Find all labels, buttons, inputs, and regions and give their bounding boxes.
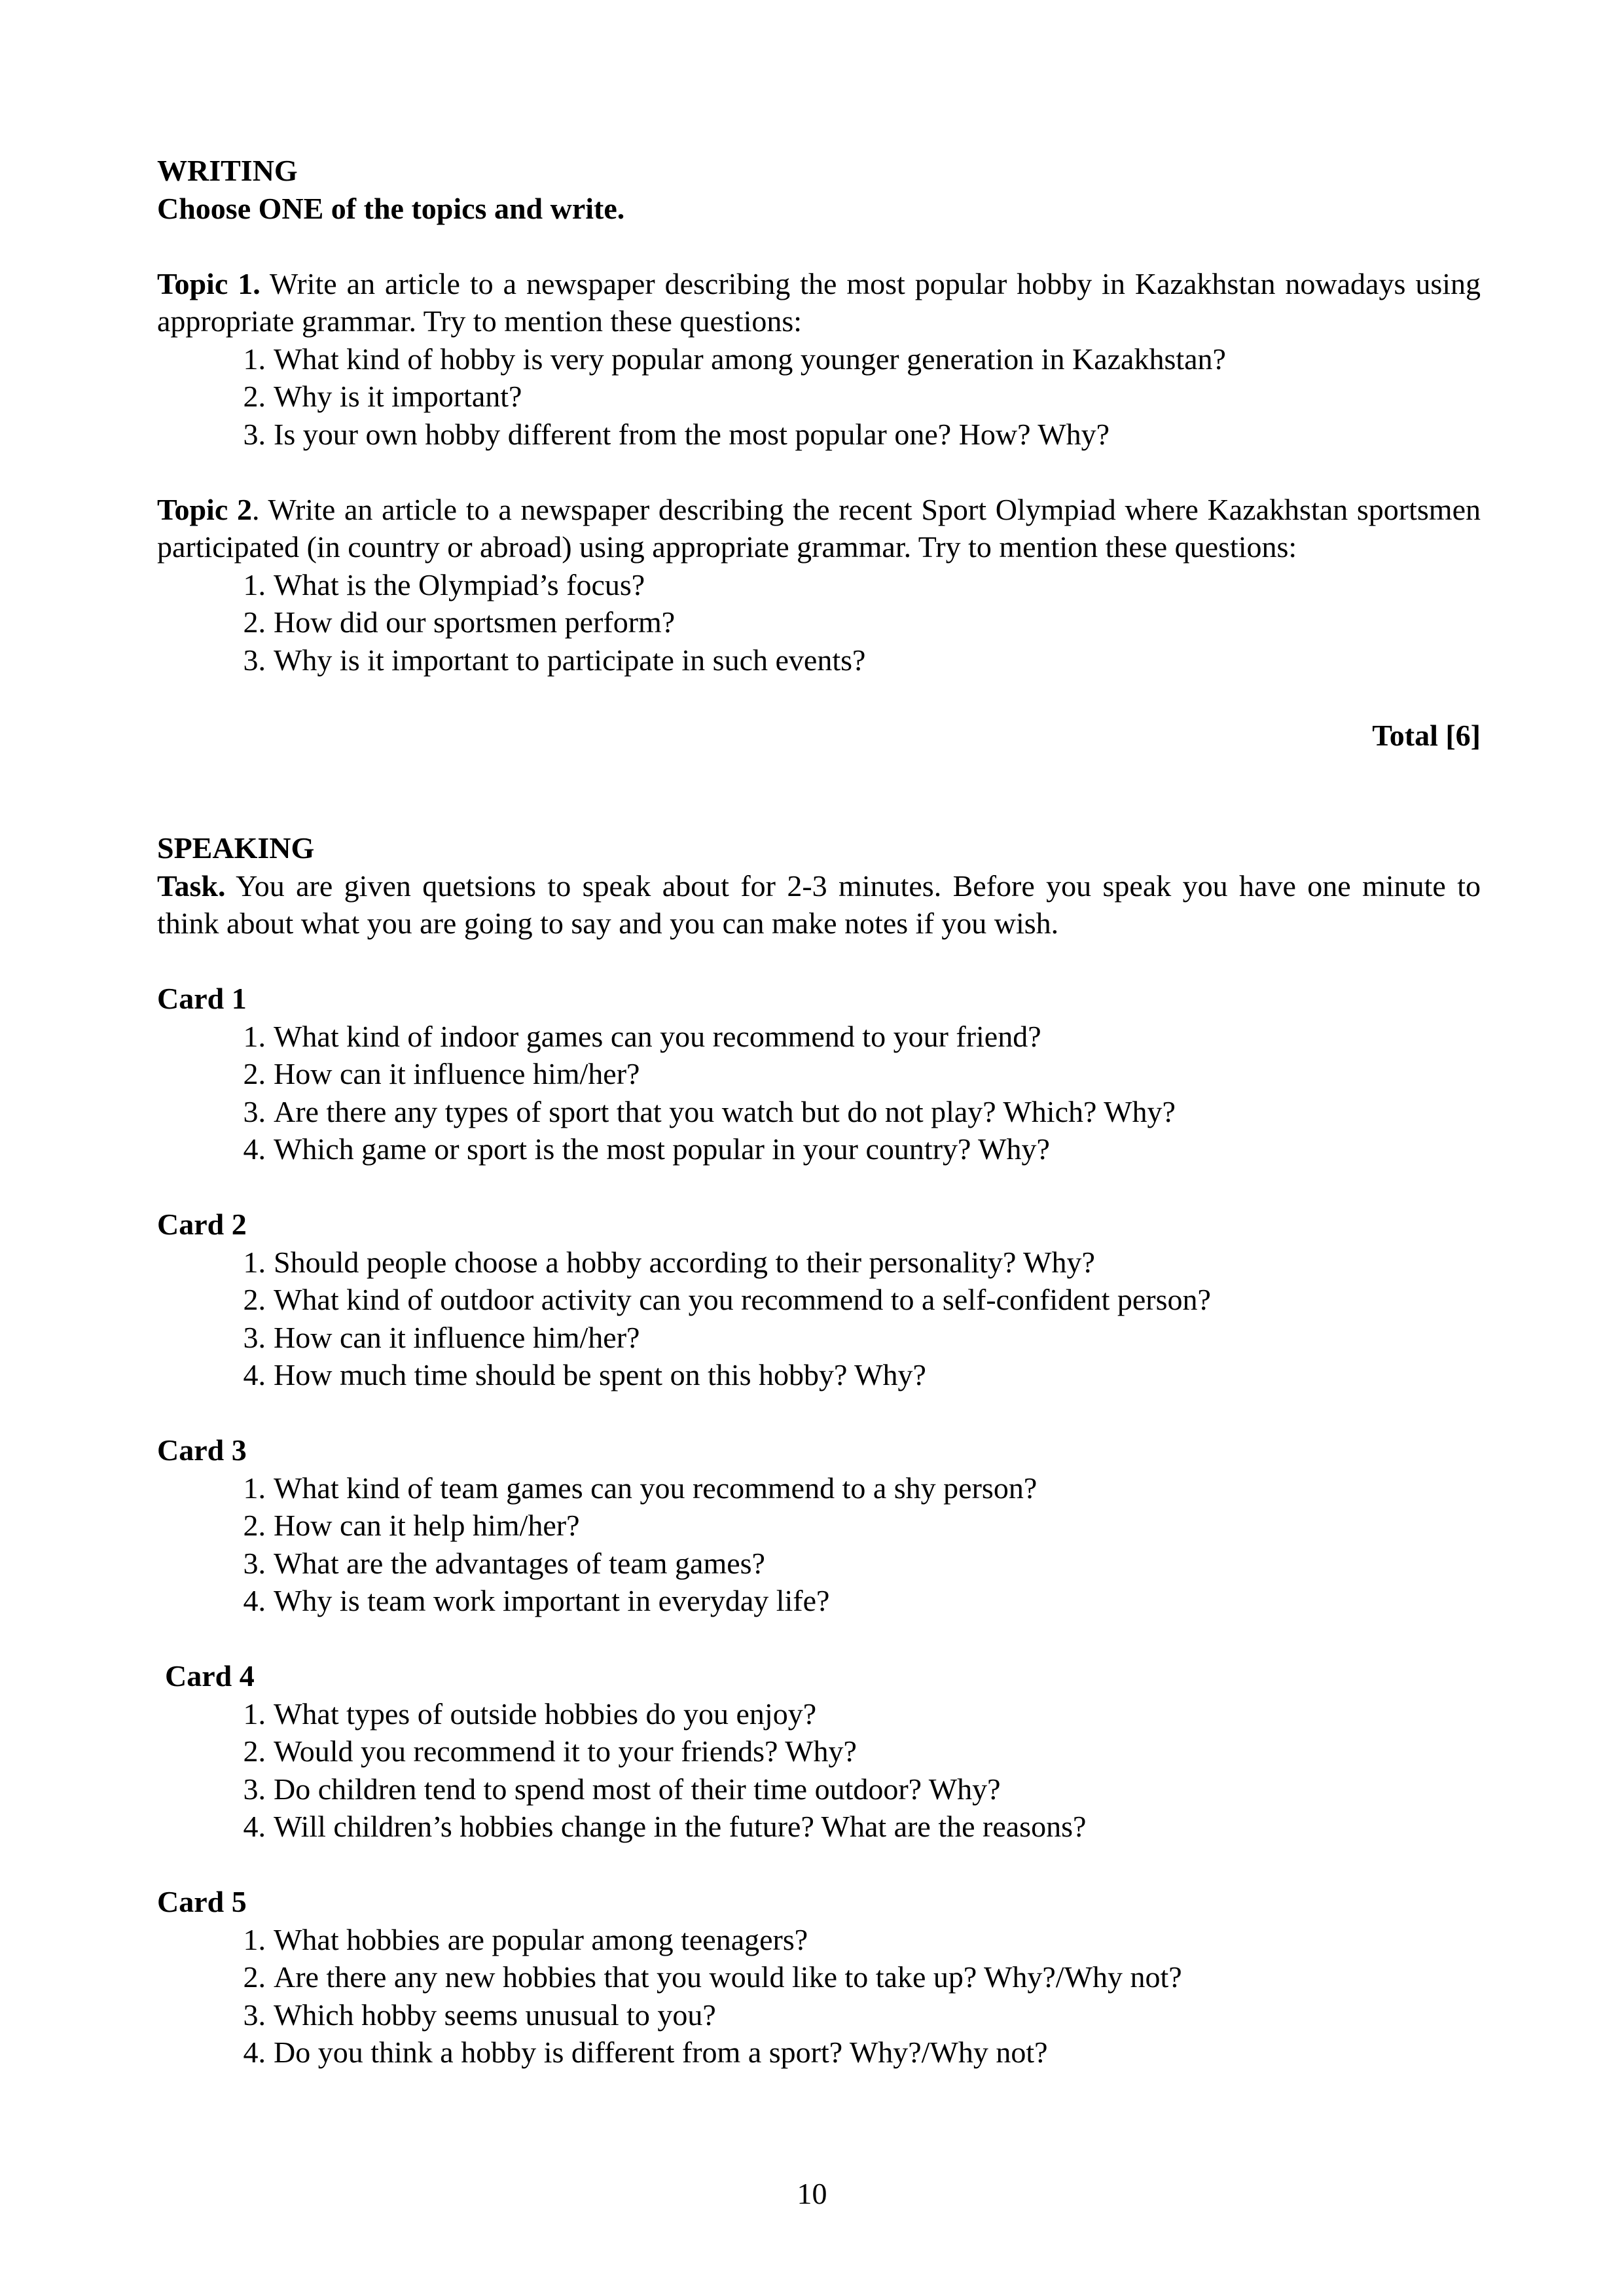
question-text: What kind of hobby is very popular among younger generation in Kazakhstan? bbox=[274, 342, 1226, 376]
spacer bbox=[157, 679, 1481, 717]
question-text: Are there any new hobbies that you would like to take up? Why?/Why not? bbox=[274, 1960, 1182, 1994]
spacer bbox=[157, 1168, 1481, 1206]
topic-1-prompt bbox=[157, 265, 1481, 340]
question-text: Do children tend to spend most of their time outdoor? Why? bbox=[274, 1772, 1001, 1806]
list-item bbox=[243, 1808, 1481, 1846]
list-number: 3. bbox=[243, 643, 266, 677]
writing-instruction: Choose ONE of the topics and write. bbox=[157, 191, 625, 225]
list-number: 1. bbox=[243, 1696, 266, 1731]
question-text: Would you recommend it to your friends? Why? bbox=[274, 1734, 857, 1768]
question-text: Do you think a hobby is different from a sport? Why?/Why not? bbox=[274, 2036, 1048, 2069]
list-item bbox=[243, 1732, 1481, 1770]
page-number: 10 bbox=[797, 2177, 827, 2210]
page-content bbox=[157, 152, 1481, 2072]
task-label: Task. bbox=[157, 869, 226, 903]
spacer bbox=[157, 1846, 1481, 1884]
list-item bbox=[243, 1545, 1481, 1583]
speaking-task bbox=[157, 867, 1481, 942]
question-text: How can it help him/her? bbox=[274, 1509, 580, 1542]
card-4 bbox=[157, 1657, 1481, 1846]
question-text: Why is it important? bbox=[274, 380, 522, 413]
topic-2-questions bbox=[157, 566, 1481, 679]
card-title: Card 2 bbox=[157, 1208, 247, 1241]
question-text: Is your own hobby different from the most popular one? How? Why? bbox=[274, 417, 1110, 451]
list-number: 2. bbox=[243, 380, 266, 413]
question-text: Which hobby seems unusual to you? bbox=[274, 1998, 716, 2032]
card-3 bbox=[157, 1431, 1481, 1620]
spacer bbox=[157, 453, 1481, 491]
card-title: Card 5 bbox=[157, 1885, 247, 1918]
list-item bbox=[243, 1093, 1481, 1131]
writing-heading: WRITING bbox=[157, 154, 298, 187]
list-item bbox=[243, 566, 1481, 604]
list-number: 2. bbox=[243, 1509, 266, 1542]
list-number: 3. bbox=[243, 1094, 266, 1128]
topic-2-label: Topic 2 bbox=[157, 492, 252, 526]
list-item bbox=[243, 1469, 1481, 1507]
list-number: 3. bbox=[243, 1546, 266, 1580]
list-number: 3. bbox=[243, 1320, 266, 1354]
topic-1-text: Write an article to a newspaper describing the most popular hobby in Kazakhstan nowadays using appropriate grammar. Try to mention these questions: bbox=[157, 266, 1481, 338]
task-text: You are given quetsions to speak about for 2-3 minutes. Before you speak you have one minute to think about what you are going to say and you can make notes if you wish. bbox=[157, 869, 1481, 940]
list-number: 2. bbox=[243, 1057, 266, 1090]
spacer bbox=[157, 227, 1481, 265]
question-text: How can it influence him/her? bbox=[274, 1320, 640, 1354]
list-item bbox=[243, 1281, 1481, 1319]
topic-1-label: Topic 1. bbox=[157, 266, 261, 300]
list-item bbox=[243, 1921, 1481, 1959]
list-number: 1. bbox=[243, 1245, 266, 1279]
spacer bbox=[157, 1394, 1481, 1432]
list-number: 4. bbox=[243, 1358, 266, 1391]
card-5 bbox=[157, 1883, 1481, 2072]
list-item bbox=[243, 2034, 1481, 2072]
list-item bbox=[243, 1244, 1481, 1282]
list-number: 1. bbox=[243, 1922, 266, 1956]
list-number: 2. bbox=[243, 605, 266, 639]
question-text: Why is it important to participate in such events? bbox=[274, 643, 866, 677]
list-item bbox=[243, 1507, 1481, 1545]
topic-2 bbox=[157, 491, 1481, 679]
list-item bbox=[243, 416, 1481, 454]
question-text: How can it influence him/her? bbox=[274, 1057, 640, 1090]
list-item bbox=[243, 1319, 1481, 1357]
list-number: 3. bbox=[243, 1998, 266, 2032]
spacer bbox=[157, 1620, 1481, 1658]
list-item bbox=[243, 340, 1481, 378]
list-item bbox=[243, 603, 1481, 641]
list-number: 2. bbox=[243, 1960, 266, 1994]
writing-total: Total [6] bbox=[1372, 718, 1481, 752]
question-text: What types of outside hobbies do you enjoy? bbox=[274, 1696, 817, 1731]
card-1-questions bbox=[157, 1018, 1481, 1168]
question-text: Which game or sport is the most popular in your country? Why? bbox=[274, 1132, 1050, 1166]
list-item bbox=[243, 1958, 1481, 1996]
list-item bbox=[243, 378, 1481, 416]
list-item bbox=[243, 641, 1481, 679]
list-number: 2. bbox=[243, 1283, 266, 1316]
card-2-questions bbox=[157, 1244, 1481, 1394]
question-text: Are there any types of sport that you watch but do not play? Which? Why? bbox=[274, 1094, 1176, 1128]
list-item bbox=[243, 1055, 1481, 1093]
list-item bbox=[243, 1695, 1481, 1733]
card-4-questions bbox=[157, 1695, 1481, 1846]
question-text: What kind of team games can you recommend to a shy person? bbox=[274, 1471, 1038, 1505]
spacer bbox=[157, 754, 1481, 829]
topic-2-prompt bbox=[157, 491, 1481, 566]
list-item bbox=[243, 1130, 1481, 1168]
spacer bbox=[157, 942, 1481, 980]
list-number: 4. bbox=[243, 1132, 266, 1166]
speaking-heading: SPEAKING bbox=[157, 831, 315, 865]
card-title: Card 4 bbox=[165, 1659, 255, 1693]
question-text: Should people choose a hobby according to their personality? Why? bbox=[274, 1245, 1095, 1279]
list-number: 4. bbox=[243, 2036, 266, 2069]
card-title: Card 3 bbox=[157, 1433, 247, 1467]
card-title: Card 1 bbox=[157, 982, 247, 1015]
list-number: 4. bbox=[243, 1810, 266, 1843]
card-5-questions bbox=[157, 1921, 1481, 2072]
question-text: How did our sportsmen perform? bbox=[274, 605, 676, 639]
writing-section bbox=[157, 152, 1481, 754]
question-text: What kind of outdoor activity can you recommend to a self-confident person? bbox=[274, 1283, 1211, 1316]
list-number: 1. bbox=[243, 1019, 266, 1053]
question-text: Will children’s hobbies change in the future? What are the reasons? bbox=[274, 1810, 1087, 1843]
list-number: 2. bbox=[243, 1734, 266, 1768]
question-text: What kind of indoor games can you recommend to your friend? bbox=[274, 1019, 1041, 1053]
card-1 bbox=[157, 980, 1481, 1168]
list-item bbox=[243, 1018, 1481, 1056]
list-item bbox=[243, 1996, 1481, 2034]
list-number: 1. bbox=[243, 1471, 266, 1505]
question-text: Why is team work important in everyday life? bbox=[274, 1584, 830, 1617]
topic-1-questions bbox=[157, 340, 1481, 454]
question-text: What is the Olympiad’s focus? bbox=[274, 567, 645, 601]
card-3-questions bbox=[157, 1469, 1481, 1620]
list-item bbox=[243, 1770, 1481, 1808]
list-number: 1. bbox=[243, 567, 266, 601]
question-text: How much time should be spent on this hobby? Why? bbox=[274, 1358, 926, 1391]
list-item bbox=[243, 1582, 1481, 1620]
list-number: 1. bbox=[243, 342, 266, 376]
list-number: 3. bbox=[243, 417, 266, 451]
question-text: What hobbies are popular among teenagers? bbox=[274, 1922, 808, 1956]
topic-2-text: . Write an article to a newspaper describing the recent Sport Olympiad where Kazakhstan sportsmen participated (in country or abroad) using appropriate grammar. Try to mention these questions: bbox=[157, 492, 1481, 564]
list-item bbox=[243, 1356, 1481, 1394]
topic-1 bbox=[157, 265, 1481, 454]
list-number: 4. bbox=[243, 1584, 266, 1617]
list-number: 3. bbox=[243, 1772, 266, 1806]
question-text: What are the advantages of team games? bbox=[274, 1546, 765, 1580]
speaking-section bbox=[157, 829, 1481, 2072]
card-2 bbox=[157, 1206, 1481, 1394]
